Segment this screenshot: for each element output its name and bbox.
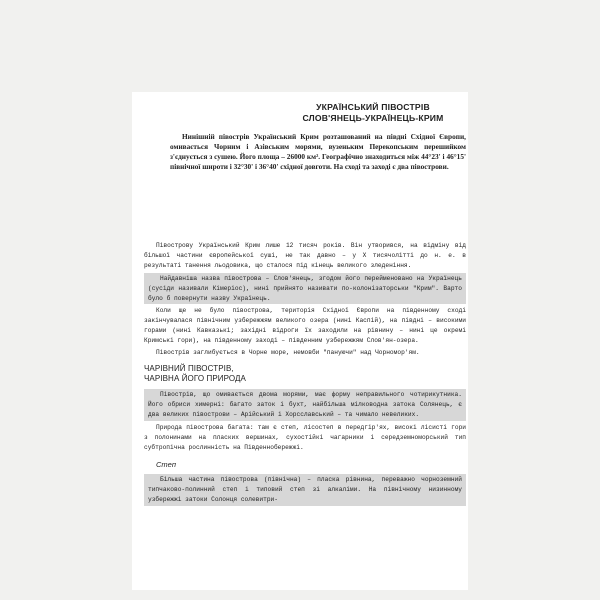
body-paragraph-1: Півострову Український Крим лише 12 тисяч років. Він утворився, на відміну від більшої частини європейської суші, не так давно – у X тисячолітті до н. е. в результаті танення льодовика, що сталося під кінець великого зледеніння.: [144, 242, 466, 269]
body-paragraph-4: Півострів заглибується в Чорне море, немовби "пануючи" над Чорномор'ям.: [156, 349, 420, 357]
chapter-title-line-1: УКРАЇНСЬКИЙ ПІВОСТРІВ: [316, 102, 430, 112]
body-paragraph-2-highlighted: Найдавніша назва півострова – Слов'янець, згодом його перейменовано на Українець (сусіди називали Кімеріос), нині прийнято називати по-колонізаторськи "Крим". Варто було б повернути назву Українець.: [144, 273, 466, 305]
section-heading-line-1: ЧАРІВНИЙ ПІВОСТРІВ,: [144, 363, 234, 373]
section-heading-line-2: ЧАРІВНА ЙОГО ПРИРОДА: [144, 374, 246, 384]
chapter-title-line-2: СЛОВ'ЯНЕЦЬ-УКРАЇНЕЦЬ-КРИМ: [302, 113, 444, 123]
chapter-title: [280, 102, 466, 124]
intro-summary: [170, 132, 466, 172]
section-paragraph-2: Природа півострова багата: там є степ, лісостеп в передгір'ях, високі лісисті гори з полонинами на пласких вершинах, сухостійкі чагарники і середземноморський тип субтропічна рослинність на Південнобережжі.: [144, 423, 466, 451]
section-heading: [144, 364, 466, 385]
intro-paragraph: Нинішній півострів Український Крим розташований на півдні Східної Європи, омивається Чорним і Азівським морями, вузеньким Перекопським перешийком з'єднується з сушею. Його площа – 26000 км². Географічно знаходиться між 44°23' і 46°15' північної широти і 32°30' і 36°40' східної довготи. На сході та заході є два півострови.: [170, 132, 466, 172]
section-paragraph-1-highlighted: Півострів, що омивається двома морями, має форму неправильного чотирикутника. Його обриси химерні: багато заток і бухт, найбільша мілководна затока Солянець, є два великих півострови – Арійський і Хорсславський – та чимало невеликих.: [144, 389, 466, 421]
subsection-paragraph-highlighted: Більша частина півострова (північна) – пласка рівнина, переважно чорноземний типчаково-полинний степ і типовий степ зі алкаліми. На північному низинному узбережжі затоки Солонця солевитри-: [144, 474, 466, 506]
main-text: [144, 241, 466, 508]
subsection-heading: Степ: [156, 460, 176, 470]
body-paragraph-3: Коли ще не було півострова, територія Східної Європи на південному сході закінчувалася північним узбережжям великого озера (нині Каспій), на півдні – високими горами (нині Кавказькі; західні відроги їх заходили на рівнину – нині це окремі Кримські гори), на південному заході – південним узбережжям Слов'ян-озера.: [144, 307, 466, 345]
book-page: [132, 92, 468, 590]
